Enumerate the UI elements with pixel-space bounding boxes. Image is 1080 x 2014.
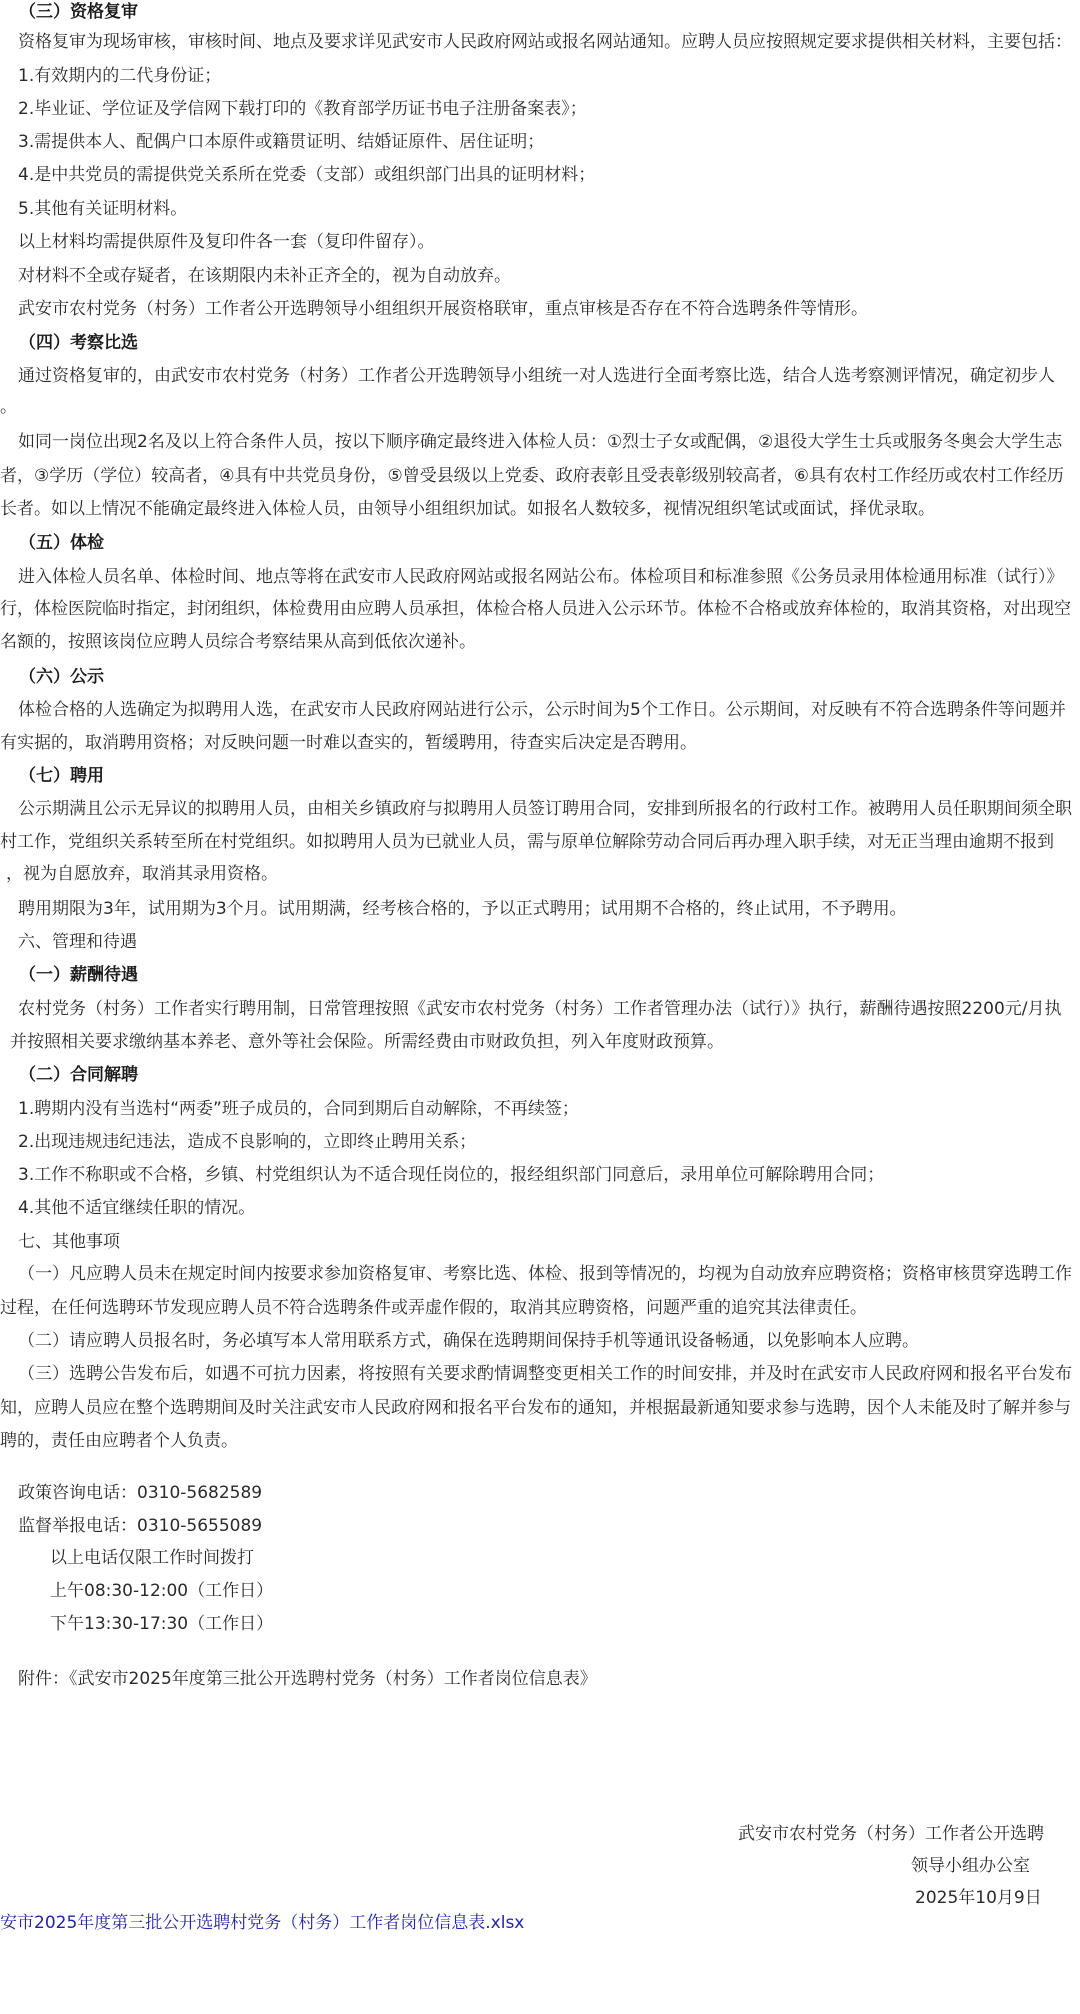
text-line: 。: [0, 397, 17, 417]
text-line: 长者。如以上情况不能确定最终进入体检人员，由领导小组组织加试。如报名人数较多，视情况组织笔试或面试，择优录取。: [0, 499, 935, 519]
text-line: 农村党务（村务）工作者实行聘用制，日常管理按照《武安市农村党务（村务）工作者管理办法（试行）》执行，薪酬待遇按照2200元/月执: [18, 999, 1062, 1019]
text-line: 行，体检医院临时指定，封闭组织，体检费用由应聘人员承担，体检合格人员进入公示环节。体检不合格或放弃体检的，取消其资格，对出现空: [0, 599, 1071, 619]
text-line: 政策咨询电话：0310-5682589: [18, 1483, 263, 1503]
section-heading: （二）合同解聘: [19, 1065, 138, 1085]
signature-org-line2: 领导小组办公室: [911, 1856, 1030, 1876]
text-line: 监督举报电话：0310-5655089: [18, 1516, 263, 1536]
text-line: 2.出现违规违纪违法，造成不良影响的，立即终止聘用关系；: [18, 1132, 477, 1152]
text-line: 通过资格复审的，由武安市农村党务（村务）工作者公开选聘领导小组统一对人选进行全面考察比选，结合人选考察测评情况，确定初步人: [18, 366, 1055, 386]
signature-org-line1: 武安市农村党务（村务）工作者公开选聘: [738, 1824, 1044, 1844]
text-line: 4.是中共党员的需提供党关系所在党委（支部）或组织部门出具的证明材料；: [18, 165, 596, 185]
text-line: 以上电话仅限工作时间拨打: [50, 1548, 254, 1568]
text-line: 对材料不全或存疑者，在该期限内未补正齐全的，视为自动放弃。: [18, 266, 511, 286]
section-heading: （六）公示: [19, 667, 104, 687]
text-line: 进入体检人员名单、体检时间、地点等将在武安市人民政府网站或报名网站公布。体检项目和标准参照《公务员录用体检通用标准（试行）》: [18, 567, 1064, 587]
text-line: 知，应聘人员应在整个选聘期间及时关注武安市人民政府网和报名平台发布的通知，并根据最新通知要求参与选聘，因个人未能及时了解并参与: [0, 1398, 1071, 1418]
text-line: 3.需提供本人、配偶户口本原件或籍贯证明、结婚证原件、居住证明；: [18, 132, 545, 152]
text-line: 5.其他有关证明材料。: [18, 199, 188, 219]
text-line: 并按照相关要求缴纳基本养老、意外等社会保险。所需经费由市财政负担，列入年度财政预算。: [10, 1032, 724, 1052]
text-line: 1.有效期内的二代身份证；: [18, 66, 222, 86]
section-heading: （四）考察比选: [19, 333, 138, 353]
text-line: 聘用期限为3年，试用期为3个月。试用期满，经考核合格的，予以正式聘用；试用期不合格的，终止试用，不予聘用。: [18, 899, 907, 919]
text-line: （一）凡应聘人员未在规定时间内按要求参加资格复审、考察比选、体检、报到等情况的，均视为自动放弃应聘资格；资格审核贯穿选聘工作: [18, 1264, 1072, 1284]
text-line: 武安市农村党务（村务）工作者公开选聘领导小组组织开展资格联审，重点审核是否存在不符合选聘条件等情形。: [18, 299, 868, 319]
text-line: 村工作，党组织关系转至所在村党组织。如拟聘用人员为已就业人员，需与原单位解除劳动合同后再办理入职手续，对无正当理由逾期不报到: [0, 832, 1054, 852]
text-line: 资格复审为现场审核，审核时间、地点及要求详见武安市人民政府网站或报名网站通知。应聘人员应按照规定要求提供相关材料，主要包括：: [18, 32, 1072, 52]
section-heading: （七）聘用: [19, 766, 104, 786]
text-line: （二）请应聘人员报名时，务必填写本人常用联系方式，确保在选聘期间保持手机等通讯设备畅通，以免影响本人应聘。: [18, 1331, 919, 1351]
text-line: 如同一岗位出现2名及以上符合条件人员，按以下顺序确定最终进入体检人员：①烈士子女或配偶，②退役大学生士兵或服务冬奥会大学生志: [18, 432, 1063, 452]
text-line: 者，③学历（学位）较高者，④具有中共党员身份，⑤曾受县级以上党委、政府表彰且受表彰级别较高者，⑥具有农村工作经历或农村工作经历: [0, 466, 1064, 486]
text-line: 2.毕业证、学位证及学信网下载打印的《教育部学历证书电子注册备案表》；: [18, 99, 587, 119]
text-line: 过程，在任何选聘环节发现应聘人员不符合选聘条件或弄虚作假的，取消其应聘资格，问题严重的追究其法律责任。: [0, 1298, 867, 1318]
text-line: 六、管理和待遇: [18, 932, 137, 952]
text-line: 1.聘期内没有当选村“两委”班子成员的，合同到期后自动解除，不再续签；: [18, 1099, 579, 1119]
text-line: 七、其他事项: [18, 1232, 120, 1252]
text-line: ，视为自愿放弃，取消其录用资格。: [6, 864, 278, 884]
text-line: 公示期满且公示无异议的拟聘用人员，由相关乡镇政府与拟聘用人员签订聘用合同，安排到所报名的行政村工作。被聘用人员任职期间须全职: [18, 799, 1072, 819]
text-line: 以上材料均需提供原件及复印件各一套（复印件留存）。: [18, 232, 435, 252]
text-line: 4.其他不适宜继续任职的情况。: [18, 1198, 256, 1218]
text-line: 下午13:30-17:30（工作日）: [50, 1614, 274, 1634]
section-heading: （三）资格复审: [19, 2, 138, 22]
signature-date: 2025年10月9日: [915, 1888, 1042, 1908]
text-line: 附件：《武安市2025年度第三批公开选聘村党务（村务）工作者岗位信息表》: [18, 1669, 597, 1689]
section-heading: （五）体检: [19, 533, 104, 553]
text-line: 有实据的，取消聘用资格；对反映问题一时难以查实的，暂缓聘用，待查实后决定是否聘用。: [0, 733, 697, 753]
text-line: 体检合格的人选确定为拟聘用人选，在武安市人民政府网站进行公示，公示时间为5个工作日。公示期间，对反映有不符合选聘条件等问题并: [18, 700, 1066, 720]
text-line: 上午08:30-12:00（工作日）: [50, 1581, 274, 1601]
attachment-link[interactable]: 安市2025年度第三批公开选聘村党务（村务）工作者岗位信息表.xlsx: [0, 1913, 525, 1933]
text-line: （三）选聘公告发布后，如遇不可抗力因素，将按照有关要求酌情调整变更相关工作的时间安排，并及时在武安市人民政府网和报名平台发布: [18, 1364, 1072, 1384]
text-line: 名额的，按照该岗位应聘人员综合考察结果从高到低依次递补。: [0, 632, 476, 652]
section-heading: （一）薪酬待遇: [19, 965, 138, 985]
text-line: 3.工作不称职或不合格，乡镇、村党组织认为不适合现任岗位的，报经组织部门同意后，录用单位可解除聘用合同；: [18, 1165, 885, 1185]
text-line: 聘的，责任由应聘者个人负责。: [0, 1431, 238, 1451]
